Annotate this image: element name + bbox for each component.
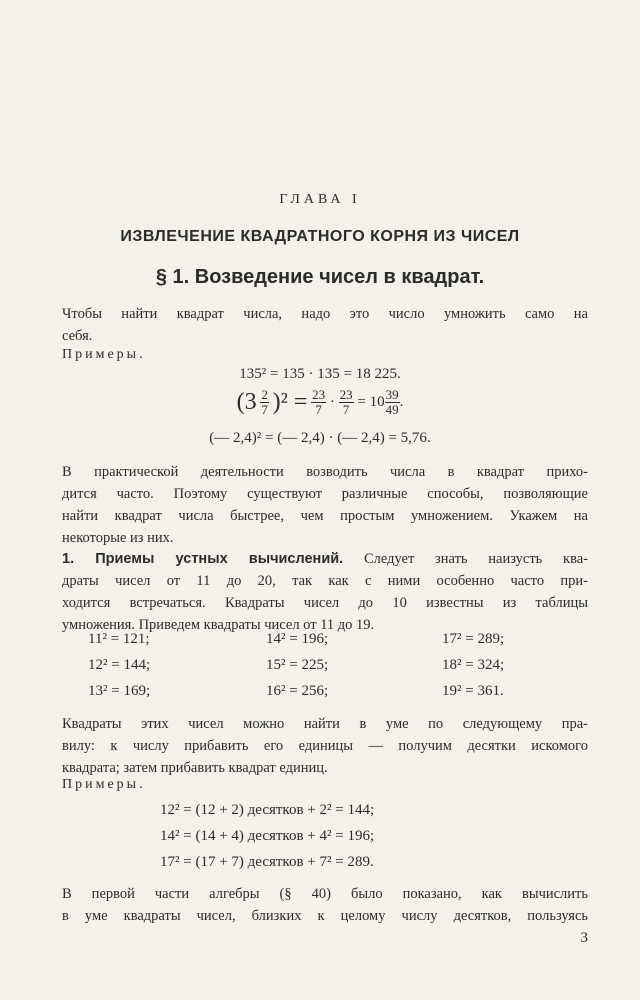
formula-part: (3	[236, 389, 257, 415]
fraction	[260, 388, 269, 417]
square-item: 11² = 121;	[88, 631, 150, 647]
text-line: себя.	[62, 328, 93, 344]
text-line: драты чисел от 11 до 20, так как с ними особенно часто при-	[62, 573, 588, 589]
page-number: 3	[580, 930, 588, 946]
numerator: 2	[261, 387, 268, 402]
formula-part: )² =	[272, 389, 308, 415]
rule-paragraph	[62, 713, 588, 779]
text-line: ходится встречаться. Квадраты чисел до 10 известны из таблицы	[62, 595, 588, 611]
practice-paragraph	[62, 461, 588, 549]
square-item: 13² = 169;	[88, 683, 151, 699]
rule-example: 14² = (14 + 4) десятков + 4² = 196;	[160, 828, 375, 844]
formula-part: = 10	[357, 393, 385, 410]
text-line: дится часто. Поэтому существуют различные способы, позволяющие	[62, 486, 588, 502]
fraction	[385, 388, 400, 417]
rule-example: 12² = (12 + 2) десятков + 2² = 144;	[160, 802, 375, 818]
text-line: в уме квадраты чисел, близких к целому числу десятков, пользуясь	[62, 908, 588, 924]
denominator: 7	[261, 402, 268, 417]
numerator: 23	[339, 387, 353, 402]
denominator: 49	[385, 402, 399, 417]
text-line: Квадраты этих чисел можно найти в уме по следующему пра-	[62, 716, 588, 732]
denominator: 7	[315, 402, 322, 417]
square-item: 17² = 289;	[442, 631, 505, 647]
formula-part: ·	[329, 393, 335, 410]
formula-2	[0, 388, 640, 424]
numerator: 23	[312, 387, 326, 402]
examples-label: Примеры.	[62, 347, 146, 362]
square-item: 14² = 196;	[266, 631, 329, 647]
oral-paragraph	[62, 548, 588, 636]
text-line: квадрата; затем прибавить квадрат единиц.	[62, 760, 328, 776]
text-line: Чтобы найти квадрат числа, надо это число умножить само на	[62, 306, 588, 322]
numerator: 39	[385, 387, 399, 402]
text-line: найти квадрат числа быстрее, чем простым умножением. Укажем на	[62, 508, 588, 524]
formula-part: .	[399, 393, 404, 410]
last-paragraph	[62, 883, 588, 927]
section-title: § 1. Возведение чисел в квадрат.	[155, 266, 485, 288]
square-item: 15² = 225;	[266, 657, 329, 673]
chapter-label: ГЛАВА I	[279, 192, 361, 207]
square-item: 16² = 256;	[266, 683, 329, 699]
formula-1: 135² = 135 · 135 = 18 225.	[239, 366, 401, 382]
fraction	[339, 388, 354, 417]
fraction	[311, 388, 326, 417]
text-line: В практической деятельности возводить числа в квадрат прихо-	[62, 464, 588, 480]
text-line: умножения. Приведем квадраты чисел от 11 до 19.	[62, 617, 375, 633]
square-item: 19² = 361.	[442, 683, 504, 699]
text-line: В первой части алгебры (§ 40) было показано, как вычислить	[62, 886, 588, 902]
rule-example: 17² = (17 + 7) десятков + 7² = 289.	[160, 854, 374, 870]
chapter-title: ИЗВЛЕЧЕНИЕ КВАДРАТНОГО КОРНЯ ИЗ ЧИСЕЛ	[120, 228, 520, 245]
text-line: вилу: к числу прибавить его единицы — получим десятки искомого	[62, 738, 588, 754]
examples-label-2: Примеры.	[62, 777, 146, 792]
text-run: Следует знать наизусть ква-	[363, 551, 589, 567]
text-line	[62, 548, 588, 570]
formula-3: (— 2,4)² = (— 2,4) · (— 2,4) = 5,76.	[209, 430, 431, 446]
square-item: 18² = 324;	[442, 657, 505, 673]
subsection-heading: 1. Приемы устных вычислений.	[62, 551, 344, 567]
denominator: 7	[342, 402, 350, 417]
square-item: 12² = 144;	[88, 657, 151, 673]
intro-paragraph	[62, 303, 588, 347]
text-line: некоторые из них.	[62, 530, 174, 546]
